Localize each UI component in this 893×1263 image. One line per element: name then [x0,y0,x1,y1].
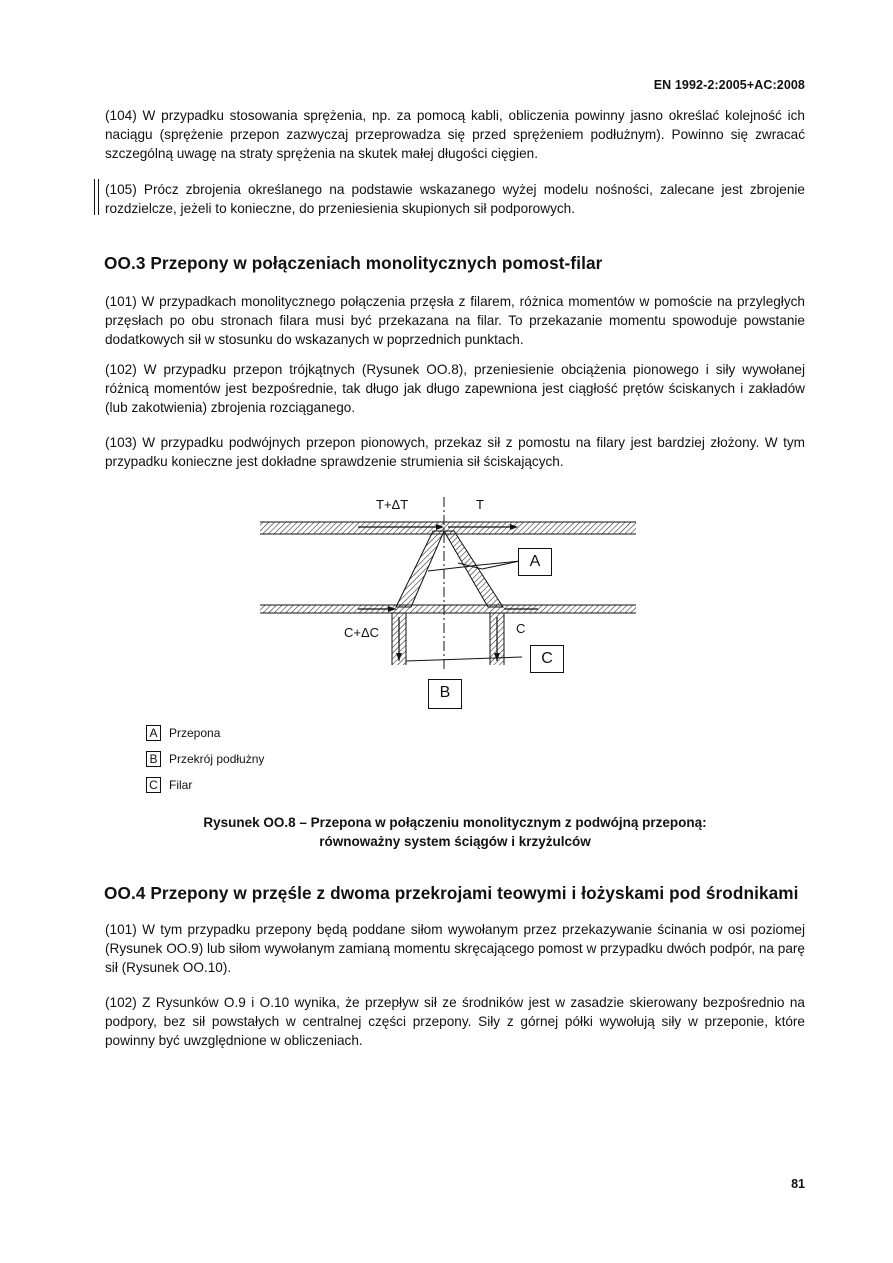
label-t: T [476,497,484,512]
label-t-delta: T+ΔT [376,497,409,512]
paragraph-105: (105) Prócz zbrojenia określanego na podstawie wskazanego wyżej modelu nośności, zalecane jest zbrojenie rozdzielcze, jeżeli to konieczne, do przeniesienia skupionych sił podporowych. [105,182,805,216]
legend-item [146,724,264,741]
legend-item [146,750,264,767]
legend-key: B [146,751,161,767]
section-heading-oo4: OO.4 Przepony w przęśle z dwoma przekrojami teowymi i łożyskami pod środnikami [104,883,799,903]
label-c: C [516,621,526,636]
figure-caption [105,813,805,851]
label-c-delta: C+ΔC [344,625,380,640]
figure-box-c: C [530,645,564,673]
paragraph-oo3-102: (102) W przypadku przepon trójkątnych (Rysunek OO.8), przeniesienie obciążenia pionowego i siły wywołanej różnicą momentów jest bezpośrednie, tak długo jak długo zapewniona jest ciągłość prętów ściskanych i zakładów (lub zakotwienia) zbrojenia rozciąganego. [105,362,805,415]
paragraph-oo3-103: (103) W przypadku podwójnych przepon pionowych, przekaz sił z pomostu na filary jest bardziej złożony. W tym przypadku konieczne jest dokładne sprawdzenie strumienia sił ściskających. [105,435,805,469]
caption-line-1: Rysunek OO.8 – Przepona w połączeniu monolitycznym z podwójną przeponą: [203,815,707,830]
paragraph-oo3-101: (101) W przypadkach monolitycznego połączenia przęsła z filarem, różnica momentów w pomoście na przyległych przęsłach po obu stronach filara musi być przekazana na filar. To przekazanie momentu spowoduje powstanie dodatkowych sił w stosunku do wskazanych w poprzednich punktach. [105,294,805,347]
legend-text: Przepona [169,725,221,740]
figure-oo8 [258,493,638,715]
paragraph-104: (104) W przypadku stosowania sprężenia, np. za pomocą kabli, obliczenia powinny jasno określać kolejność ich naciągu (sprężenie przepon zazwyczaj przeprowadza się przed sprężeniem podłużnym). Powinno się zwracać szczególną uwagę na straty sprężenia na skutek małej długości cięgien. [105,108,805,161]
caption-line-2: równoważny system ściągów i krzyżulców [319,834,591,849]
legend-item [146,776,264,793]
paragraph-oo4-102: (102) Z Rysunków O.9 i O.10 wynika, że przepływ sił ze środników jest w zasadzie skierowany bezpośrednio na podpory, bez sił powstałych w centralnej części przepony. Siły z górnej półki wywołują siły w przeponie, które powinny być uwzględnione w obliczeniach. [105,995,805,1048]
section-heading-oo3: OO.3 Przepony w połączeniach monolitycznych pomost-filar [104,253,603,273]
paragraph-oo4-101: (101) W tym przypadku przepony będą poddane siłom wywołanym przez przekazywanie ścinania w osi poziomej (Rysunek OO.9) lub siłom wywołanym zamianą momentu skręcającego pomost w przypadku dwóch podpór, na parę sił (Rysunek OO.10). [105,922,805,975]
legend-key: A [146,725,161,741]
legend-text: Przekrój podłużny [169,751,265,766]
page-number: 81 [791,1177,805,1191]
change-marker-bar [94,179,99,215]
legend-text: Filar [169,777,193,792]
legend-key: C [146,777,161,793]
diaphragm-right-leg [444,531,503,607]
figure-legend [146,724,264,802]
figure-box-a: A [518,548,552,576]
diaphragm-left-leg [396,531,444,607]
standard-reference: EN 1992-2:2005+AC:2008 [653,78,805,92]
figure-box-b: B [428,679,462,709]
deck-bottom-hatch [260,605,636,613]
leader-line-c [406,657,522,661]
